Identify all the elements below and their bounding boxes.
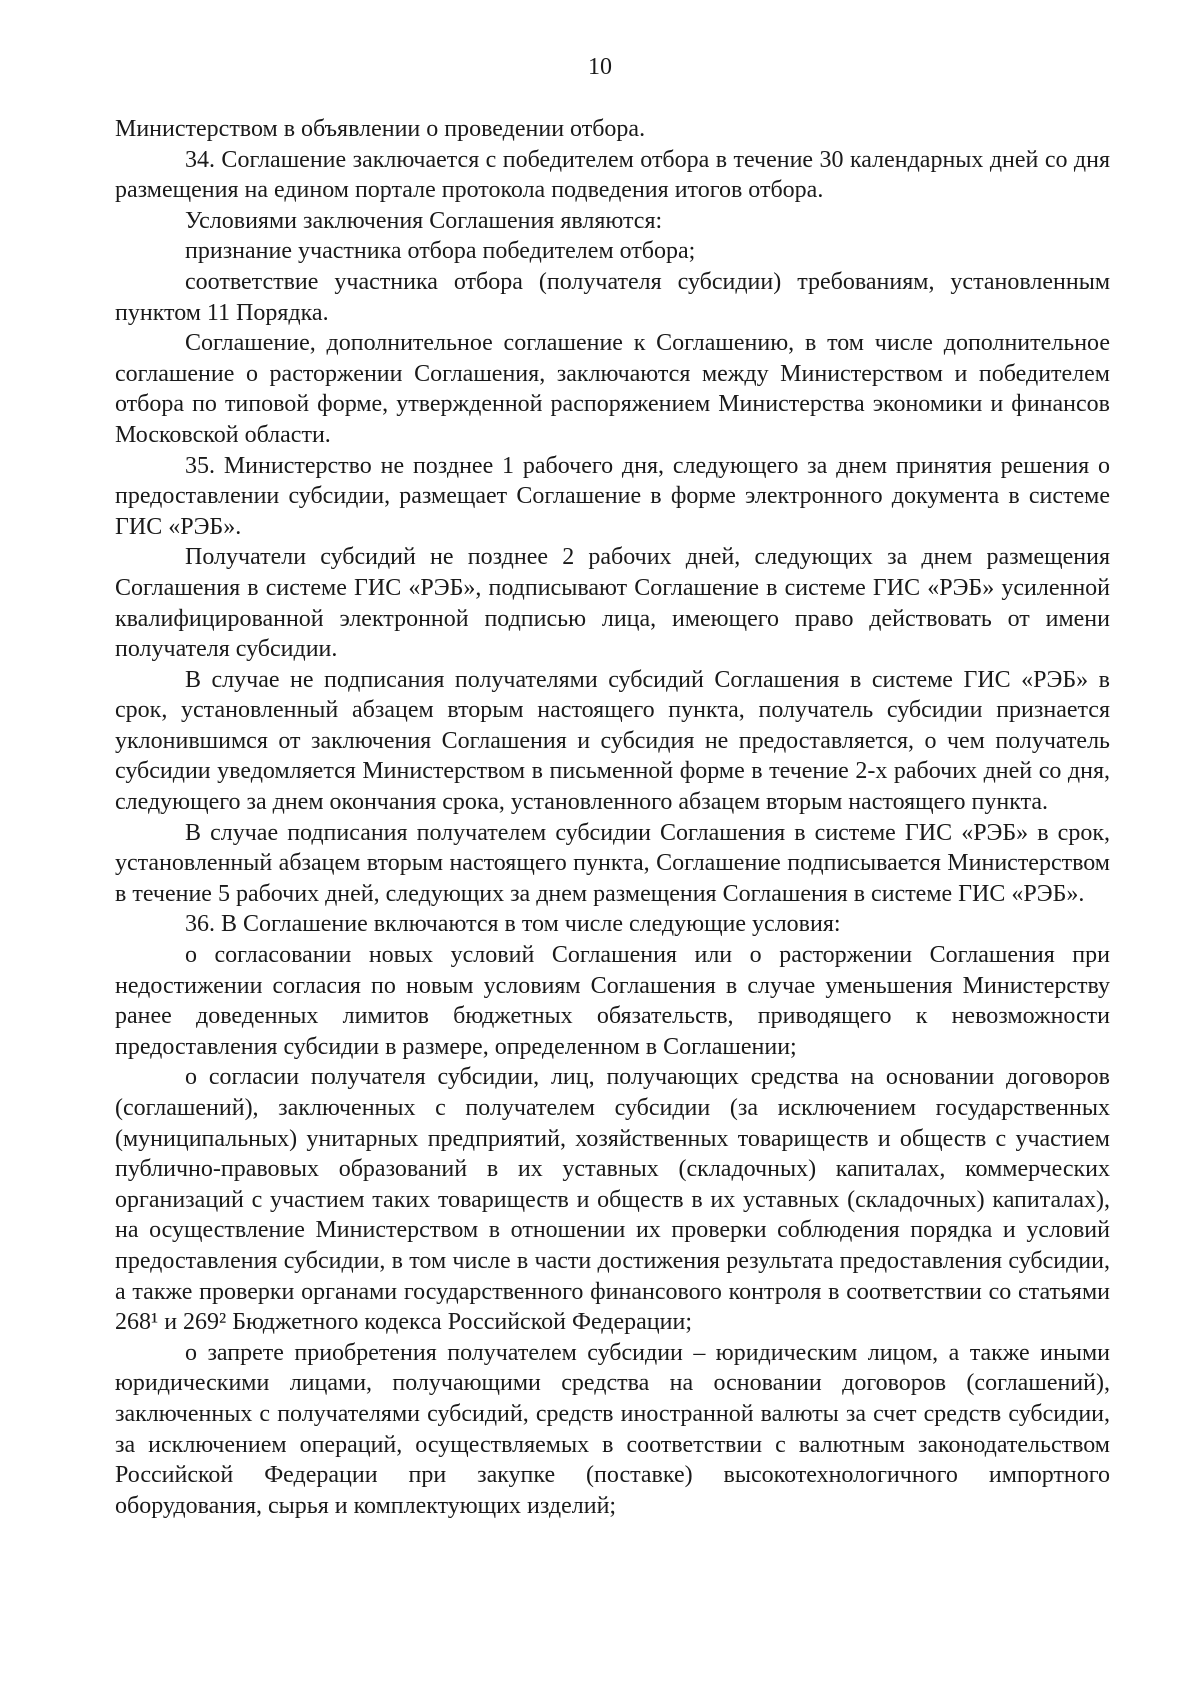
- paragraph: Министерством в объявлении о проведении отбора.: [115, 116, 646, 142]
- paragraph: 36. В Соглашение включаются в том числе следующие условия:: [185, 911, 841, 938]
- paragraph: 34. Соглашение заключается с победителем отбора в течение 30 календарных дней со дня размещения на едином портале протокола подведения итогов отбора.: [115, 146, 1110, 204]
- paragraph: 35. Министерство не позднее 1 рабочего дня, следующего за днем принятия решения о предоставлении субсидии, размещает Соглашение в форме электронного документа в системе ГИС «РЭБ».: [115, 452, 1110, 540]
- paragraph: В случае подписания получателем субсидии Соглашения в системе ГИС «РЭБ» в срок, установленный абзацем вторым настоящего пункта, Соглашение подписывается Министерством в течение 5 рабочих дней, следующих за днем размещения Соглашения в системе ГИС «РЭБ».: [115, 819, 1110, 907]
- paragraph: Получатели субсидий не позднее 2 рабочих дней, следующих за днем размещения Соглашения в системе ГИС «РЭБ», подписывают Соглашение в системе ГИС «РЭБ» усиленной квалифицированной электронной подписью лица, имеющего право действовать от имени получателя субсидии.: [115, 544, 1110, 663]
- paragraph: Соглашение, дополнительное соглашение к Соглашению, в том числе дополнительное соглашение о расторжении Соглашения, заключаются между Министерством и победителем отбора по типовой форме, утвержденной распоряжением Министерства экономики и финансов Московской области.: [115, 330, 1110, 448]
- paragraph: признание участника отбора победителем отбора;: [185, 238, 696, 265]
- paragraph: В случае не подписания получателями субсидий Соглашения в системе ГИС «РЭБ» в срок, установленный абзацем вторым настоящего пункта, получатель субсидии признается уклонившимся от заключения Соглашения и субсидия не предоставляется, о чем получатель субсидии уведомляется Министерством в письменной форме в течение 2-х рабочих дней со дня, следующего за днем окончания срока, установленного абзацем вторым настоящего пункта.: [115, 666, 1110, 816]
- paragraph: о согласии получателя субсидии, лиц, получающих средства на основании договоров (соглашений), заключенных с получателем субсидии (за исключением государственных (муниципальных) унитарных предприятий, хозяйственных товариществ и обществ с участием публично-правовых образований в их уставных (складочных) капиталах, коммерческих организаций с участием таких товариществ и обществ в их уставных (складочных) капиталах), на осуществление Министерством в отношении их проверки соблюдения порядка и условий предоставления субсидии, в том числе в части достижения результата предоставления субсидии, а также проверки органами государственного финансового контроля в соответствии со статьями 268¹ и 269² Бюджетного кодекса Российской Федерации;: [115, 1064, 1110, 1336]
- paragraph: соответствие участника отбора (получателя субсидии) требованиям, установленным пунктом 11 Порядка.: [115, 268, 1110, 326]
- page-number: 10: [588, 54, 612, 80]
- paragraph: о запрете приобретения получателем субсидии – юридическим лицом, а также иными юридическими лицами, получающими средства на основании договоров (соглашений), заключенных с получателями субсидий, средств иностранной валюты за счет средств субсидии, за исключением операций, осуществляемых в соответствии с валютным законодательством Российской Федерации при закупке (поставке) высокотехнологичного импортного оборудования, сырья и комплектующих изделий;: [115, 1339, 1110, 1519]
- paragraph: Условиями заключения Соглашения являются:: [185, 207, 663, 234]
- document-body: [115, 114, 1110, 1521]
- paragraph: о согласовании новых условий Соглашения или о расторжении Соглашения при недостижении согласия по новым условиям Соглашения в случае уменьшения Министерству ранее доведенных лимитов бюджетных обязательств, приводящего к невозможности предоставления субсидии в размере, определенном в Соглашении;: [115, 942, 1110, 1060]
